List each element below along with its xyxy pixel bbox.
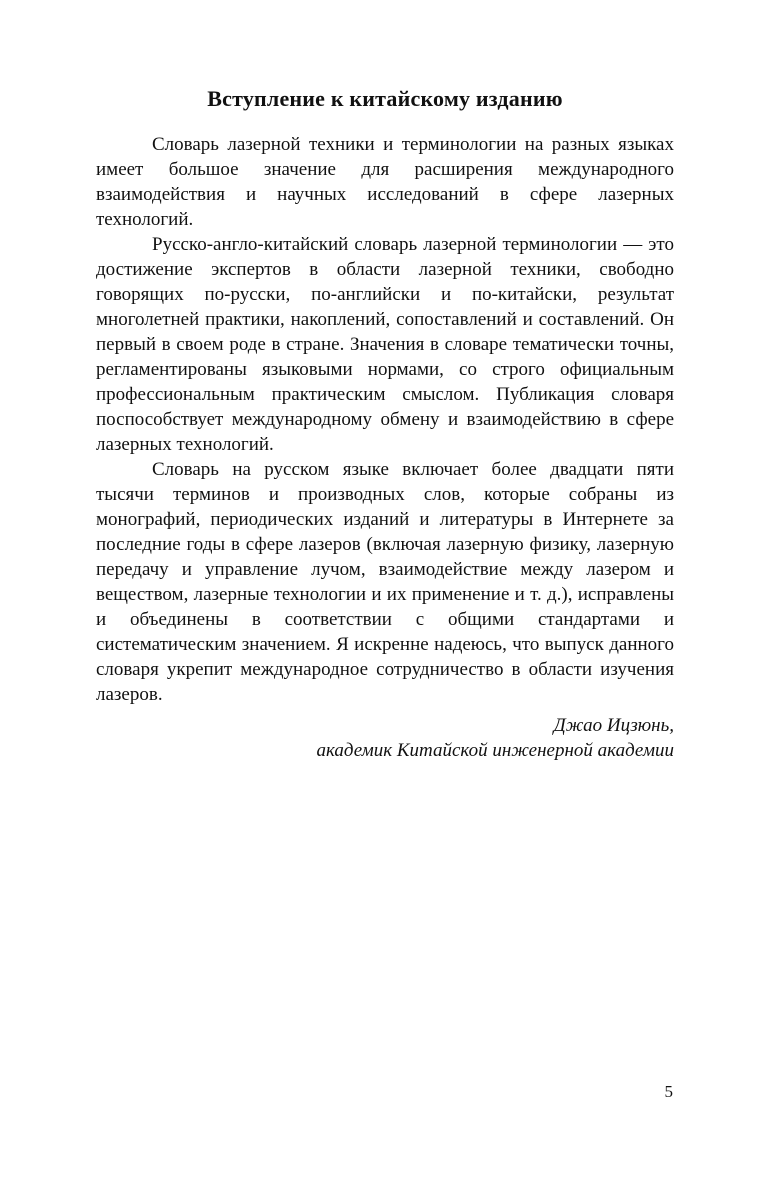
paragraph-2: Русско-англо-китайский словарь лазерной терминологии — это достижение экспертов в области лазерной техники, свободно говорящих по-русски, по-английски и по-китайски, результат многолетней практики, накоплений, сопоставлений и составлений. Он первый в своем роде в стране. Значения в словаре тематически точны, регламентированы языковыми нормами, со строго официальным профессиональным практическим смыслом. Публикация словаря поспособствует международному обмену и взаимодействию в сфере лазерных технологий.: [96, 234, 674, 455]
page-title: Вступление к китайскому изданию: [207, 86, 563, 111]
page-number: 5: [664, 1082, 673, 1101]
signature-title: академик Китайской инженерной академии: [316, 740, 674, 761]
document-page: [96, 84, 674, 763]
paragraph-3: Словарь на русском языке включает более двадцати пяти тысячи терминов и производных слов, которые собраны из монографий, периодических изданий и литературы в Интернете за последние годы в сфере лазеров (включая лазерную физику, лазерную передачу и управление лучом, взаимодействие между лазером и веществом, лазерные технологии и их применение и т. д.), исправлены и объединены в соответствии с общими стандартами и систематическим значением. Я искренне надеюсь, что выпуск данного словаря укрепит международное сотрудничество в области изучения лазеров.: [96, 459, 674, 705]
signature-name: Джао Ицзюнь,: [553, 715, 674, 736]
signature-block: [96, 713, 674, 763]
paragraph-1: Словарь лазерной техники и терминологии на разных языках имеет большое значение для расширения международного взаимодействия и научных исследований в сфере лазерных технологий.: [96, 134, 674, 230]
